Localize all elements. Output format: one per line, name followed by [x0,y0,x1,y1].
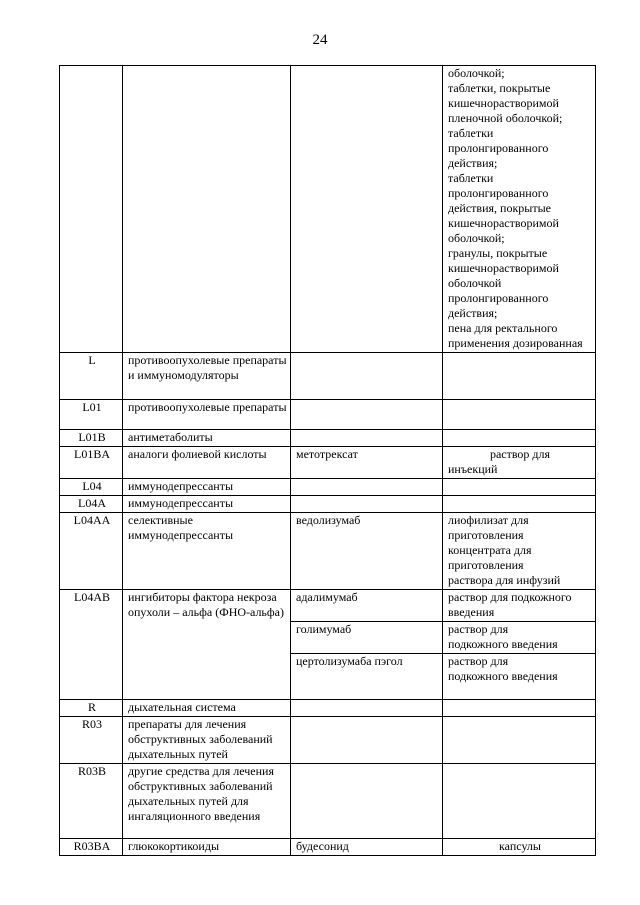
dosage-form-line: действия; [448,306,498,320]
dosage-form-line: пленочной оболочкой; [448,111,563,125]
dosage-form-line: применения дозированная [448,336,583,350]
group-cell: противоопухолевые препараты [123,400,291,430]
dosage-form-line: пролонгированного [448,291,549,305]
dosage-form-line: оболочкой; [448,66,505,80]
drug-classification-table [59,65,596,856]
dosage-form-line: лиофилизат для [448,513,529,527]
inn-cell [291,400,443,430]
dosage-form-line: инъекций [448,462,498,476]
group-cell [123,66,291,353]
table-row [60,496,596,513]
page-number: 24 [312,32,328,48]
group-cell: антиметаболиты [123,430,291,447]
group-cell: селективные иммунодепрессанты [123,513,291,590]
dosage-form-line: пена для ректального [448,321,558,335]
dosage-form-line: таблетки, покрытые [448,81,551,95]
dosage-form-cell [443,66,596,353]
group-cell: глюкокортикоиды [123,839,291,856]
dosage-form-cell [443,700,596,717]
table-row [60,400,596,430]
atc-code-cell [60,66,123,353]
table-row [60,353,596,400]
inn-cell [291,764,443,839]
atc-code-cell: L04A [60,496,123,513]
dosage-form-line: концентрата для [448,543,532,557]
table-row [60,479,596,496]
dosage-form-line: гранулы, покрытые [448,246,548,260]
table-row [60,717,596,764]
table-row [60,764,596,839]
inn-cell [291,353,443,400]
dosage-form-line: приготовления [448,528,524,542]
dosage-form-cell [443,479,596,496]
atc-code-cell: L01BA [60,447,123,479]
table-row [60,839,596,856]
dosage-form-cell [443,764,596,839]
table-row [60,430,596,447]
table-row [60,590,596,622]
dosage-form-line: кишечнорастворимой [448,96,559,110]
inn-cell: ведолизумаб [291,513,443,590]
inn-cell: адалимумаб [291,590,443,622]
inn-cell [291,66,443,353]
dosage-form-line: введения [448,605,495,619]
dosage-form-cell [443,400,596,430]
dosage-form-line: подкожного введения [448,669,558,683]
group-cell: дыхательная система [123,700,291,717]
dosage-form-line: подкожного введения [448,637,558,651]
dosage-form-line: таблетки [448,126,494,140]
dosage-form-cell [443,496,596,513]
atc-code-cell: L01 [60,400,123,430]
dosage-form-line: таблетки [448,171,494,185]
dosage-form-line: кишечнорастворимой [448,261,559,275]
inn-cell: будесонид [291,839,443,856]
table-row [60,513,596,590]
group-cell: ингибиторы фактора некроза опухоли – альфа (ФНО-альфа) [123,590,291,700]
dosage-form-cell [443,839,596,856]
dosage-form-line: действия, покрытые [448,201,551,215]
inn-cell [291,700,443,717]
atc-code-cell: L [60,353,123,400]
dosage-form-line: оболочкой; [448,231,505,245]
dosage-form-line: пролонгированного [448,141,549,155]
dosage-form-line: раствор для [489,447,551,461]
dosage-form-cell [443,717,596,764]
group-cell: иммунодепрессанты [123,479,291,496]
dosage-form-cell [443,654,596,700]
dosage-form-cell [443,447,596,479]
dosage-form-cell [443,513,596,590]
inn-cell: голимумаб [291,622,443,654]
group-cell: препараты для лечения обструктивных заболеваний дыхательных путей [123,717,291,764]
atc-code-cell: R03 [60,717,123,764]
table-row [60,700,596,717]
atc-code-cell: R [60,700,123,717]
dosage-form-line: пролонгированного [448,186,549,200]
atc-code-cell: L04AB [60,590,123,700]
inn-cell [291,430,443,447]
atc-code-cell: R03BA [60,839,123,856]
inn-cell [291,496,443,513]
atc-code-cell: L04 [60,479,123,496]
atc-code-cell: R03B [60,764,123,839]
dosage-form-cell [443,430,596,447]
dosage-form-line: кишечнорастворимой [448,216,559,230]
dosage-form-line: приготовления [448,558,524,572]
dosage-form-line: действия; [448,156,498,170]
table-row [60,66,596,353]
dosage-form-cell [443,353,596,400]
dosage-form-line: раствора для инфузий [448,573,561,587]
dosage-form-line: раствор для подкожного [448,590,572,604]
dosage-form-cell [443,622,596,654]
dosage-form-line: раствор для [448,622,509,636]
inn-cell [291,717,443,764]
group-cell: противоопухолевые препараты и иммуномодуляторы [123,353,291,400]
dosage-form-line: оболочкой [448,276,502,290]
atc-code-cell: L04AA [60,513,123,590]
inn-cell: цертолизумаба пэгол [291,654,443,700]
group-cell: аналоги фолиевой кислоты [123,447,291,479]
dosage-form-cell [443,590,596,622]
table-row [60,447,596,479]
dosage-form-line: раствор для [448,654,509,668]
group-cell: иммунодепрессанты [123,496,291,513]
atc-code-cell: L01B [60,430,123,447]
dosage-form-line: капсулы [499,839,541,853]
inn-cell [291,479,443,496]
inn-cell: метотрексат [291,447,443,479]
group-cell: другие средства для лечения обструктивных заболеваний дыхательных путей для ингаляционного введения [123,764,291,839]
